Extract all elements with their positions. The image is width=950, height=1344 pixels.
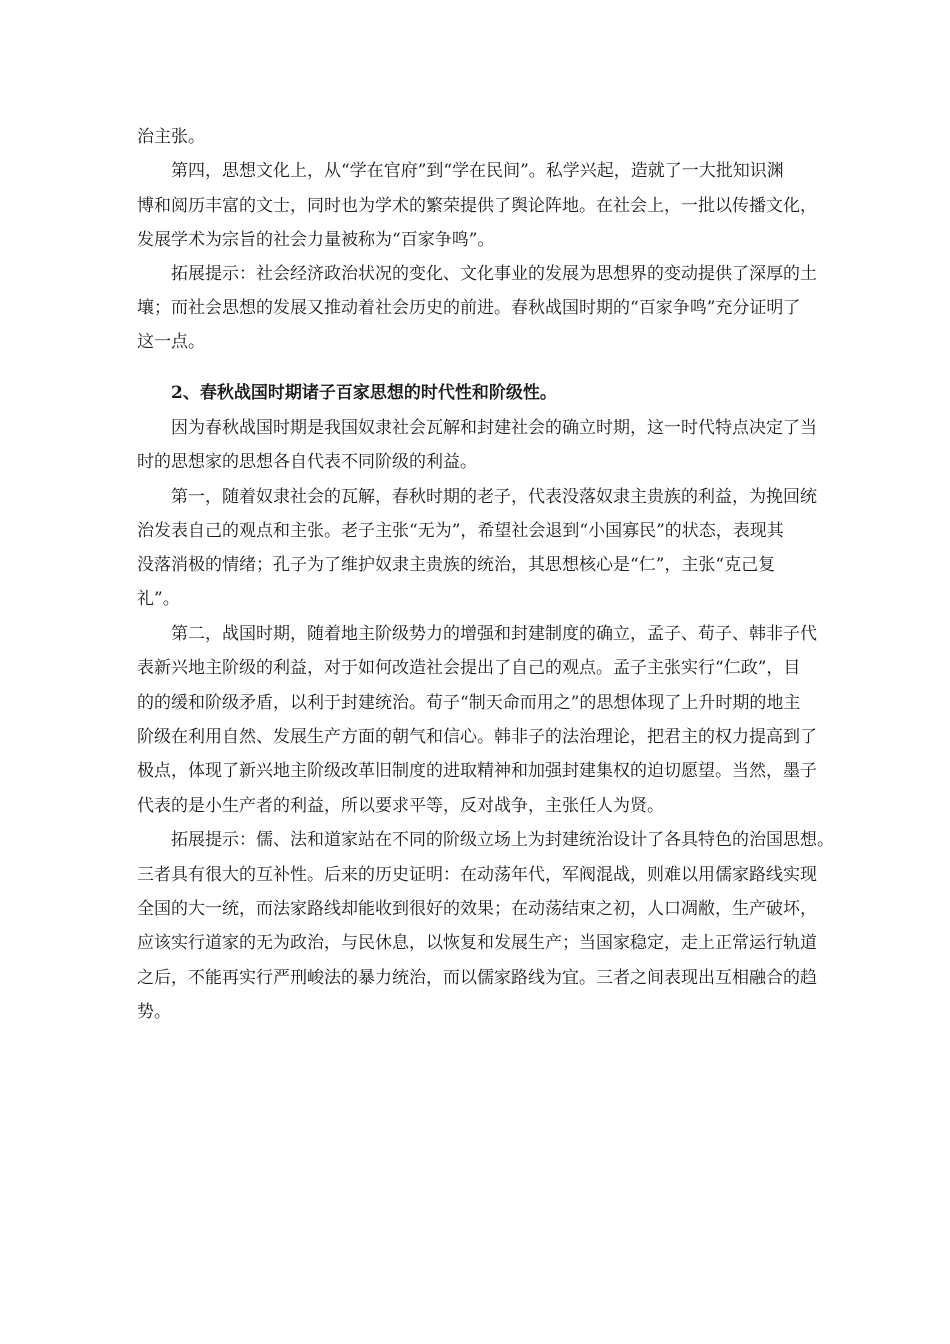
text-line: 全国的大一统，而法家路线却能收到很好的效果；在动荡结束之初，人口凋敝，生产破坏， <box>137 899 817 919</box>
text-line: 没落消极的情绪；孔子为了维护奴隶主贵族的统治，其思想核心是“仁”，主张“克己复 <box>137 555 776 575</box>
text-line: 这一点。 <box>137 332 205 352</box>
text-line: 拓展提示：儒、法和道家站在不同的阶级立场上为封建统治设计了各具特色的治国思想。 <box>171 830 834 850</box>
text-line: 势。 <box>137 1002 171 1022</box>
text-line: 代表的是小生产者的利益，所以要求平等，反对战争，主张任人为贤。 <box>137 796 664 816</box>
text-line: 三者具有很大的互补性。后来的历史证明：在动荡年代，军阀混战，则难以用儒家路线实现 <box>137 865 817 885</box>
text-line: 博和阅历丰富的文士，同时也为学术的繁荣提供了舆论阵地。在社会上，一批以传播文化， <box>137 196 817 216</box>
text-line: 的的缓和阶级矛盾，以利于封建统治。荀子“制天命而用之”的思想体现了上升时期的地主 <box>137 693 801 713</box>
text-line: 之后，不能再实行严刑峻法的暴力统治，而以儒家路线为宜。三者之间表现出互相融合的趋 <box>137 968 817 988</box>
text-line: 拓展提示：社会经济政治状况的变化、文化事业的发展为思想界的变动提供了深厚的土 <box>171 264 817 284</box>
text-line: 治主张。 <box>137 127 205 147</box>
text-line: 发展学术为宗旨的社会力量被称为“百家争鸣”。 <box>137 230 495 250</box>
text-line: 应该实行道家的无为政治，与民休息，以恢复和发展生产；当国家稳定，走上正常运行轨道 <box>137 933 817 953</box>
text-line: 礼”。 <box>137 589 180 609</box>
text-line: 阶级在利用自然、发展生产方面的朝气和信心。韩非子的法治理论，把君主的权力提高到了 <box>137 727 817 747</box>
text-line: 壤；而社会思想的发展又推动着社会历史的前进。春秋战国时期的“百家争鸣”充分证明了 <box>137 298 801 318</box>
text-line: 表新兴地主阶级的利益，对于如何改造社会提出了自己的观点。孟子主张实行“仁政”，目 <box>137 658 801 678</box>
text-line: 第一，随着奴隶社会的瓦解，春秋时期的老子，代表没落奴隶主贵族的利益，为挽回统 <box>171 487 817 507</box>
text-line: 治发表自己的观点和主张。老子主张“无为”，希望社会退到“小国寡民”的状态，表现其 <box>137 521 784 541</box>
section-heading: 2、春秋战国时期诸子百家思想的时代性和阶级性。 <box>171 383 557 403</box>
text-line: 极点，体现了新兴地主阶级改革旧制度的进取精神和加强封建集权的迫切愿望。当然，墨子 <box>137 761 817 781</box>
text-line: 第四，思想文化上，从“学在官府”到“学在民间”。私学兴起，造就了一大批知识渊 <box>171 161 784 181</box>
text-line: 第二，战国时期，随着地主阶级势力的增强和封建制度的确立，孟子、荀子、韩非子代 <box>171 624 817 644</box>
text-line: 时的思想家的思想各自代表不同阶级的利益。 <box>137 452 477 472</box>
text-line: 因为春秋战国时期是我国奴隶社会瓦解和封建社会的确立时期，这一时代特点决定了当 <box>171 418 817 438</box>
